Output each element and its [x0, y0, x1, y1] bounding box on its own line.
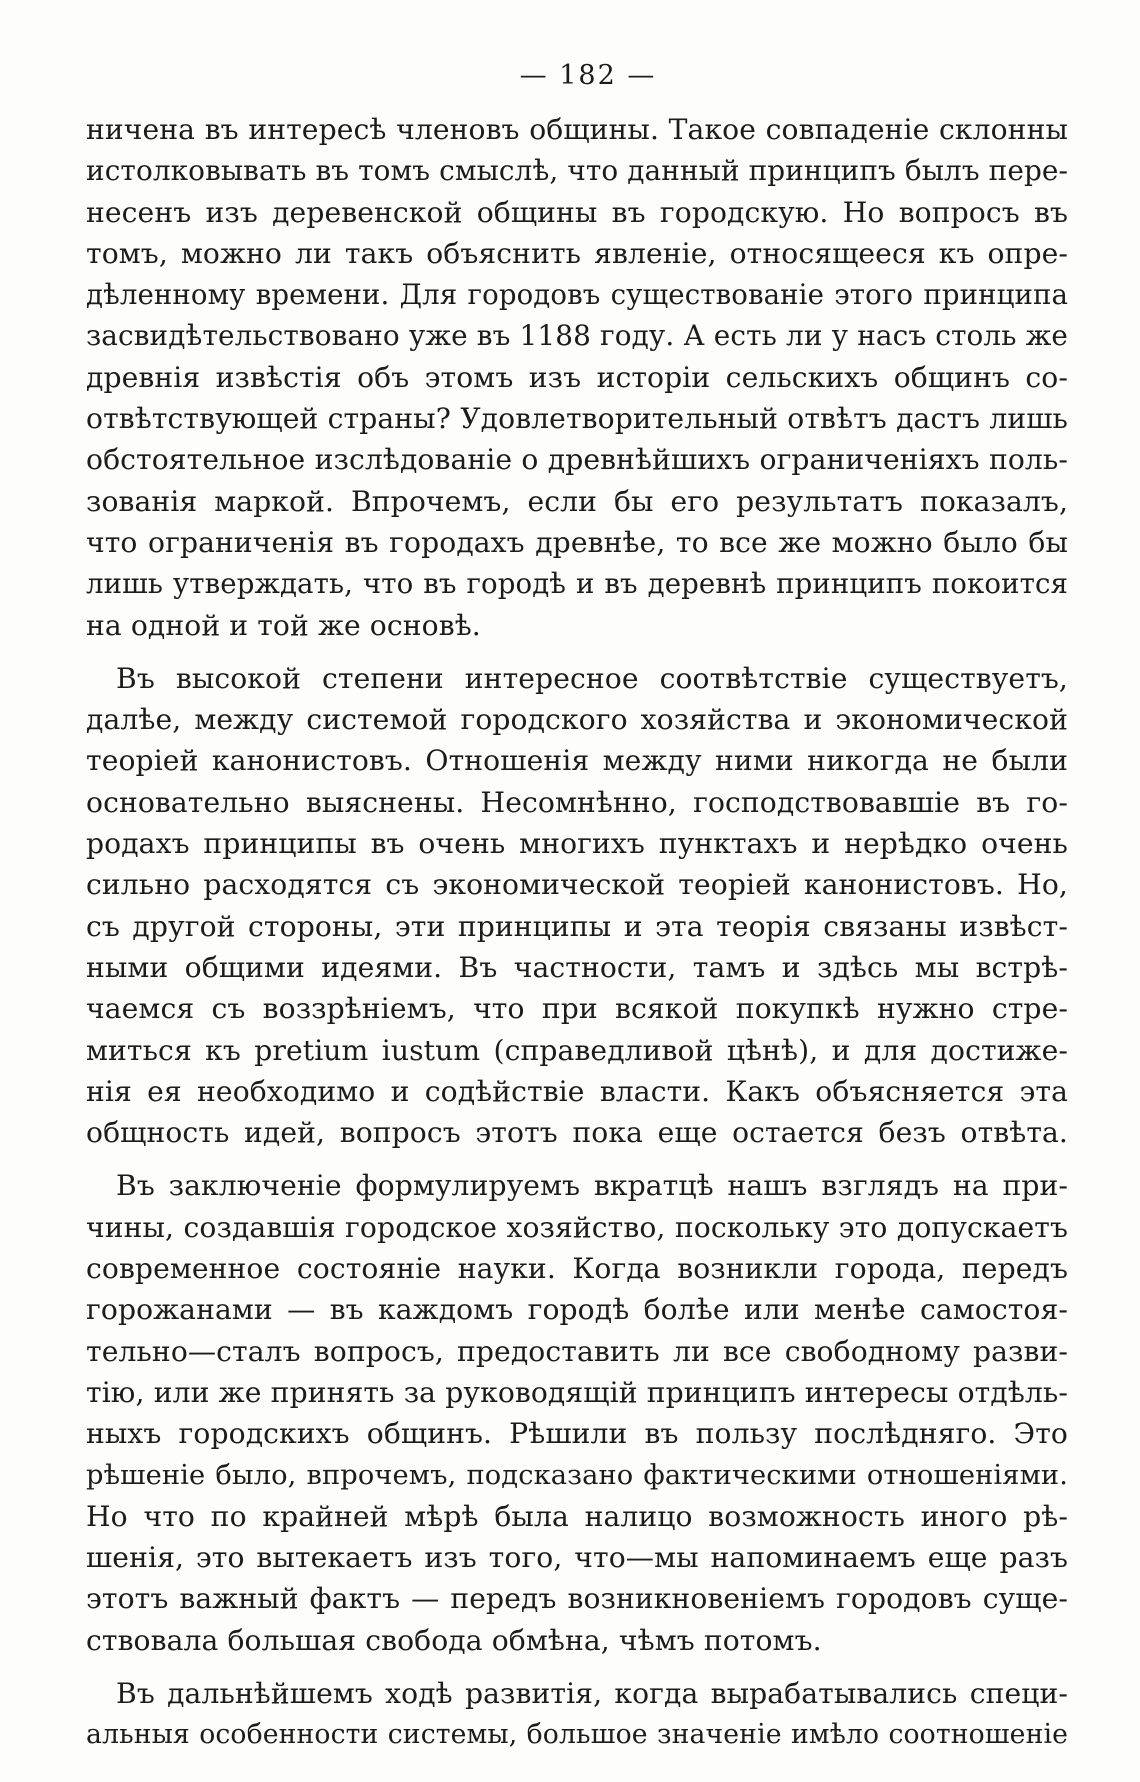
- text-line: Но что по крайней мѣрѣ была налицо возможность иного рѣ-: [86, 1499, 1068, 1533]
- text-line: тельно—сталъ вопросъ, предоставить ли все свободному разви-: [86, 1334, 1068, 1368]
- text-line: засвидѣтельствовано уже въ 1188 году. А есть ли у насъ столь же: [86, 319, 1068, 353]
- text-line: лишь утверждать, что въ городѣ и въ деревнѣ принципъ покоится: [86, 567, 1068, 601]
- text-line: ствовала большая свобода обмѣна, чѣмъ потомъ.: [86, 1623, 822, 1657]
- text-line: на одной и той же основѣ.: [86, 608, 481, 642]
- text-line: современное состояніе науки. Когда возникли города, передъ: [86, 1252, 1068, 1286]
- text-line: тію, или же принять за руководящій принципъ интересы отдѣль-: [86, 1375, 1068, 1409]
- text-line: Въ дальнѣйшемъ ходѣ развитія, когда вырабатывались специ-: [116, 1676, 1068, 1710]
- text-line: горожанами — въ каждомъ городѣ болѣе или менѣе самостоя-: [86, 1293, 1068, 1327]
- text-line: рѣшеніе было, впрочемъ, подсказано фактическими отношеніями.: [86, 1459, 1068, 1491]
- text-line: ными общими идеями. Въ частности, тамъ и здѣсь мы встрѣ-: [86, 950, 1068, 984]
- text-line: дѣленному времени. Для городовъ существованіе этого принципа: [86, 278, 1068, 312]
- text-line: нія ея необходимо и содѣйствіе власти. Какъ объясняется эта: [86, 1074, 1068, 1108]
- text-line: ничена въ интересѣ членовъ общины. Такое совпаденіе склонны: [86, 113, 1068, 146]
- text-line: общность идей, вопросъ этотъ пока еще остается безъ отвѣта.: [86, 1116, 1068, 1150]
- paragraph-3: [86, 1165, 1068, 1661]
- text-line: миться къ pretium iustum (справедливой цѣнѣ), и для достиже-: [86, 1033, 1068, 1067]
- text-line: родахъ принципы въ очень многихъ пунктахъ и нерѣдко очень: [86, 827, 1068, 861]
- text-line: чаемся съ воззрѣніемъ, что при всякой покупкѣ нужно стре-: [86, 992, 1068, 1026]
- paragraph-4: [86, 1673, 1068, 1756]
- text-line: несенъ изъ деревенской общины въ городскую. Но вопросъ въ: [86, 195, 1068, 229]
- text-line: истолковывать въ томъ смыслѣ, что данный принципъ былъ пере-: [86, 154, 1069, 188]
- text-line: зованія маркой. Впрочемъ, если бы его результатъ показалъ,: [86, 484, 1068, 518]
- text-line: далѣе, между системой городского хозяйства и экономической: [86, 703, 1068, 737]
- text-line: основательно выяснены. Несомнѣнно, господствовавшіе въ го-: [86, 785, 1068, 819]
- text-line: Въ высокой степени интересное соотвѣтствіе существуетъ,: [116, 661, 1068, 695]
- text-line: шенія, это вытекаетъ изъ того, что—мы напоминаемъ еще разъ: [86, 1541, 1068, 1575]
- paragraph-2: [86, 658, 1068, 1154]
- text-line: съ другой стороны, эти принципы и эта теорія связаны извѣст-: [86, 909, 1068, 943]
- text-line: чины, создавшія городское хозяйство, поскольку это допускаетъ: [86, 1210, 1068, 1244]
- text-line: ныхъ городскихъ общинъ. Рѣшили въ пользу послѣдняго. Это: [86, 1417, 1068, 1451]
- text-line: теоріей канонистовъ. Отношенія между ними никогда не были: [86, 744, 1068, 778]
- page-number: — 182 —: [519, 60, 657, 91]
- text-line: этотъ важный фактъ — передъ возникновеніемъ городовъ суще-: [86, 1582, 1068, 1616]
- text-line: что ограниченія въ городахъ древнѣе, то все же можно было бы: [86, 525, 1068, 559]
- text-line: Въ заключеніе формулируемъ вкратцѣ нашъ взглядъ на при-: [116, 1169, 1068, 1203]
- text-line: отвѣтствующей страны? Удовлетворительный отвѣтъ дастъ лишь: [86, 402, 1068, 436]
- paragraph-1: [86, 109, 1068, 646]
- text-line: сильно расходятся съ экономической теоріей канонистовъ. Но,: [86, 868, 1068, 902]
- text-line: древнія извѣстія объ этомъ изъ исторіи сельскихъ общинъ со-: [86, 360, 1068, 394]
- text-line: обстоятельное изслѣдованіе о древнѣйшихъ ограниченіяхъ поль-: [86, 443, 1068, 477]
- text-line: альныя особенности системы, большое значеніе имѣло соотношеніе: [86, 1719, 1068, 1751]
- text-line: томъ, можно ли такъ объяснить явленіе, относящееся къ опре-: [86, 236, 1068, 270]
